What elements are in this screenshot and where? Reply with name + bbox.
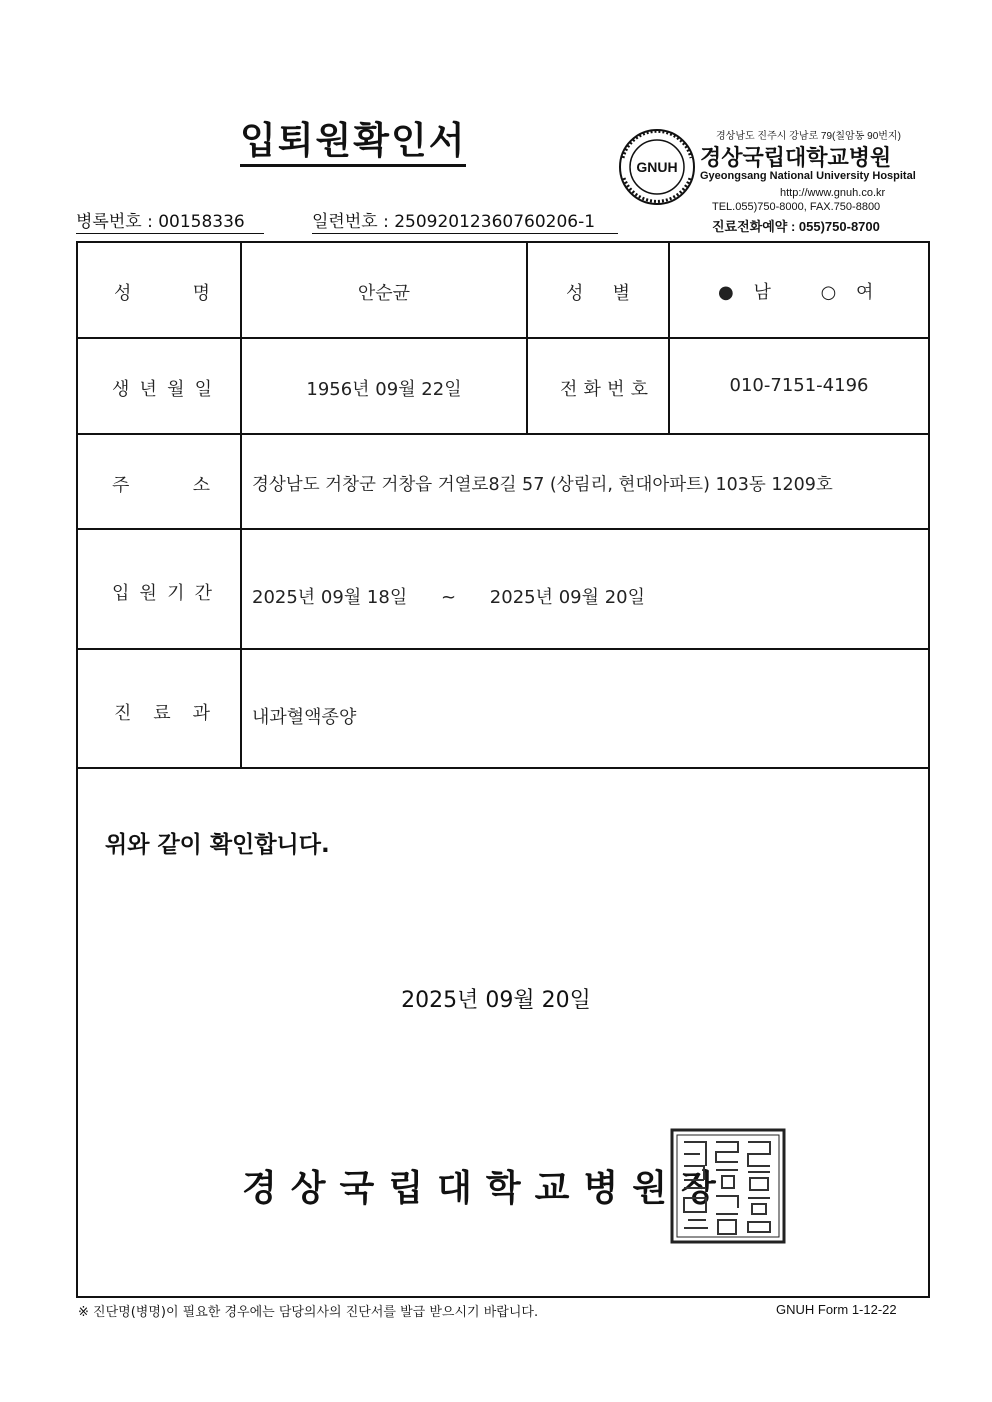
label-char: 료 [153,703,171,724]
hospital-url: http://www.gnuh.co.kr [780,187,886,199]
label-char: 기 [167,583,185,604]
label-char: 전 [560,379,578,400]
column-divider [240,243,242,769]
gender-male-label: 남 [753,282,771,303]
gender-female-label: 여 [856,282,874,303]
row-divider [78,433,928,435]
confirmation-text: 위와 같이 확인합니다. [105,832,330,858]
period-start: 2025년 09월 18일 [252,587,408,608]
column-divider [668,243,670,435]
issuer-name: 경상국립대학교병원장 [242,1168,730,1209]
label-char: 호 [630,379,648,400]
hospital-logo [618,128,696,206]
document-title: 입퇴원확인서 [240,118,466,167]
label-char: 화 [583,379,601,400]
logo-text: GNUH [636,159,678,175]
form-number: GNUH Form 1-12-22 [776,1302,897,1317]
label-char: 별 [612,283,630,304]
address-label [78,471,240,497]
hospital-address: 경상남도 진주시 강남로 79(칠암동 90번지) [716,131,901,142]
address-value: 경상남도 거창군 거창읍 거열로8길 57 (상림리, 현대아파트) 103동 1209호 [252,475,833,495]
row-divider [78,648,928,650]
hospital-tel-fax: TEL.055)750-8000, FAX.750-8800 [712,201,881,213]
form-frame [76,241,930,1298]
hospital-reservation: 진료전화예약 : 055)750-8700 [712,219,880,234]
period-end: 2025년 09월 20일 [489,587,646,608]
phone-label [528,375,668,401]
label-char: 간 [194,583,212,604]
label-char: 생 [112,379,130,400]
label-char: 원 [139,583,157,604]
registration-number: 병록번호 : 00158336 [76,211,264,234]
official-seal [670,1128,786,1244]
gender-male-radio: ● [718,282,734,303]
label-char: 과 [192,703,210,724]
label-char: 입 [112,583,130,604]
serial-number: 일련번호 : 25092012360760206-1 [312,211,618,234]
seal-text: 경상국립대학교병원장인 [722,1240,734,1241]
birth-label [78,375,240,401]
gender-female-radio: ○ [820,282,837,303]
name-value: 안순균 [357,283,411,304]
dept-label [78,699,240,725]
label-char: 주 [112,475,130,496]
phone-value: 010-7151-4196 [729,375,869,396]
column-divider [526,243,528,435]
issue-date: 2025년 09월 20일 [401,988,591,1013]
row-divider [78,337,928,339]
label-char: 일 [194,379,212,400]
footnote: ※ 진단명(병명)이 필요한 경우에는 담당의사의 진단서를 발급 받으시기 바랍니다. [78,1305,539,1320]
period-separator: ~ [440,587,457,608]
label-char: 년 [139,379,157,400]
dept-value: 내과혈액종양 [252,707,357,728]
birth-value: 1956년 09월 22일 [306,379,462,400]
hospital-name-en: Gyeongsang National University Hospital [700,170,916,182]
gender-label [528,279,668,305]
label-char: 성 [566,283,584,304]
period-label [78,579,240,605]
label-char: 명 [192,283,210,304]
label-char: 소 [192,475,210,496]
label-char: 진 [114,703,132,724]
name-label [78,279,240,305]
label-char: 번 [607,379,625,400]
label-char: 월 [167,379,185,400]
row-divider [78,767,928,769]
gender-options [718,278,873,304]
hospital-name-ko: 경상국립대학교병원 [700,145,892,170]
row-divider [78,528,928,530]
period-value [252,583,645,609]
label-char: 성 [114,283,132,304]
